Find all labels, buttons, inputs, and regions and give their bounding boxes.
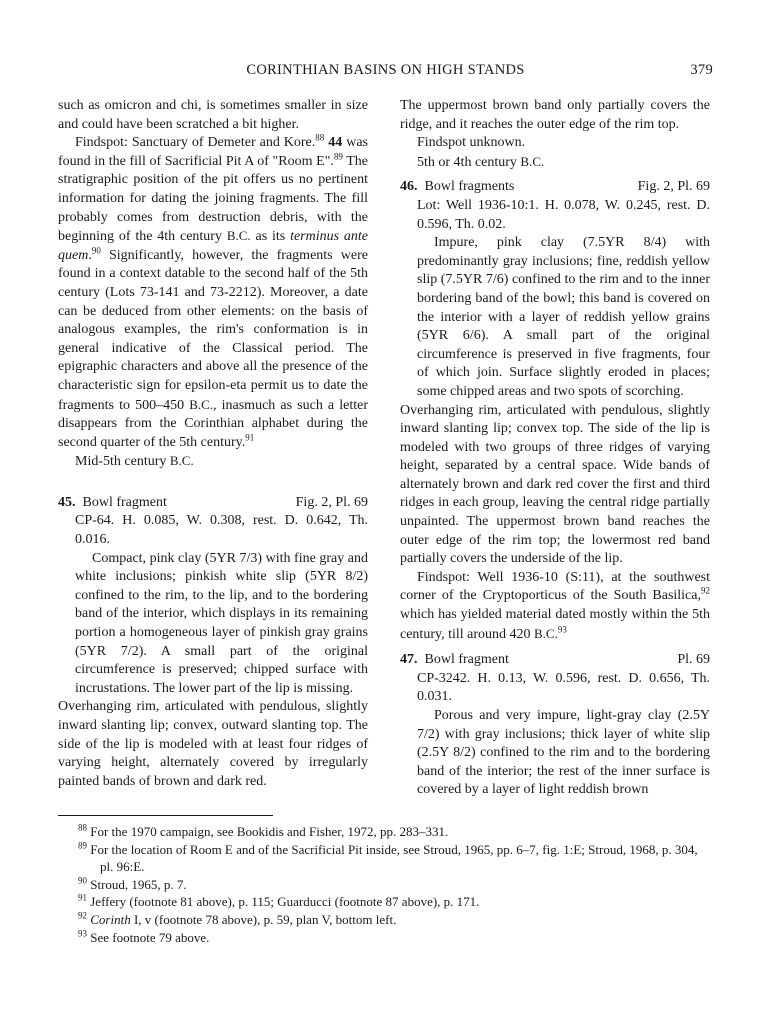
footnote-ref-91[interactable]: 91: [245, 432, 255, 443]
running-title: CORINTHIAN BASINS ON HIGH STANDS: [246, 62, 525, 78]
footnote-text: For the 1970 campaign, see Bookidis and Fisher, 1972, pp. 283–331.: [90, 824, 449, 839]
footnote-text: I, v (footnote 78 above), p. 59, plan V, bottom left.: [130, 911, 397, 927]
entry-46-heading: [400, 178, 710, 197]
entry-45-catalogue: CP-64. H. 0.085, W. 0.308, rest. D. 0.642, Th. 0.016.: [75, 513, 368, 548]
footnote-text: See footnote 79 above.: [90, 929, 210, 945]
footnote-text: For the location of Room E and of the Sacrificial Pit inside, see Stroud, 1965, pp. 6–7, fig. 1:E; Stroud, 1968, p. 304, pl. 96:E.: [90, 841, 698, 875]
footnote-ref-93[interactable]: 93: [557, 623, 567, 634]
findspot-text: Findspot: Well 1936-10 (S:11), at the southwest corner of the Cryptoporticus of the South Basilica,: [400, 569, 710, 604]
footnote-text: Jeffery (footnote 81 above), p. 115; Guarducci (footnote 87 above), p. 171.: [90, 894, 480, 910]
entry-47-heading: [400, 651, 710, 670]
footnote-mark: 89: [78, 840, 87, 851]
findspot-text: which has yielded material dated mostly within the 5th century, till around 420: [400, 607, 710, 642]
date-text: 5th or 4th century: [417, 154, 521, 170]
findspot-text: was found in the fill of Sacrificial Pit A of "Room E".: [58, 135, 368, 169]
era-abbrev: B.C.: [520, 153, 545, 169]
entry-number: 47.: [400, 652, 418, 668]
catalogue-ref-44: 44: [328, 135, 343, 151]
footnote-ref-92[interactable]: 92: [701, 585, 710, 596]
entry-45-title-group: [58, 494, 167, 513]
entry-46-description: Overhanging rim, articulated with pendulous, slightly inward slanting lip; convex top. The side of the lip is modeled with two groups of three ridges of varying height, separated by a central space. Wide bands of alternately brown and dark red cover the first and third ridges in each group, leaving the central ridge partially unpainted. The uppermost brown band reaches the outer edge of the rim top; the lowermost red band partially covers the underside of the lip.: [400, 402, 710, 567]
footnote-mark: 93: [78, 928, 87, 939]
footnote-mark: 92: [78, 910, 87, 921]
entry-number: 45.: [58, 494, 76, 510]
footnote-italic: Corinth: [90, 911, 131, 927]
entry-45-description: Overhanging rim, articulated with pendulous, slightly inward slanting lip; convex, outward slanting top. The side of the lip is modeled with at least four ridges of varying height, alternately covered by irregularly painted bands of brown and dark red.: [58, 699, 368, 789]
footnote-89: [58, 841, 713, 876]
footnote-88: [58, 823, 713, 841]
findspot-text: .: [88, 247, 92, 263]
era-abbrev: B.C.: [534, 625, 558, 641]
entry-45-fabric: Compact, pink clay (5YR 7/3) with fine gray and white inclusions; pinkish white slip (5YR 8/2) confined to the rim, to the lip, and to the bordering band of the interior, which displays in its remaining portion a homogeneous layer of pinkish gray grains (5YR 7/2). A small part of the original circumference is preserved; chipped surface with incrustations. The lower part of the lip is missing.: [75, 550, 368, 696]
findspot-text: Findspot: Sanctuary of Demeter and Kore.: [75, 135, 316, 151]
footnotes: [58, 823, 713, 946]
date-45: [400, 153, 710, 173]
footnote-ref-89[interactable]: 89: [333, 151, 343, 162]
entry-title: Bowl fragment: [424, 652, 509, 668]
footnote-90: [58, 876, 713, 894]
entry-47-title-group: [400, 651, 509, 670]
footnote-92: [58, 911, 713, 929]
footnote-divider: [58, 815, 273, 816]
entry-46-title-group: [400, 178, 514, 197]
date-44: [58, 452, 368, 472]
footnote-mark: 90: [78, 875, 87, 886]
continued-paragraph: such as omicron and chi, is sometimes smaller in size and could have been scratched a bit higher.: [58, 98, 368, 132]
running-header: [58, 62, 713, 84]
entry-refs: Pl. 69: [677, 652, 710, 668]
findspot-text: as its: [250, 229, 291, 245]
entry-title: Bowl fragments: [424, 179, 515, 195]
findspot-text: The stratigraphic position of the pit offers us no pertinent information for dating the joining fragments. The fill probably comes from destruction debris, with the beginning of the 4th century: [58, 153, 368, 245]
entry-47-catalogue: CP-3242. H. 0.13, W. 0.596, rest. D. 0.656, Th. 0.031.: [417, 670, 710, 705]
footnote-91: [58, 893, 713, 911]
page-number: 379: [690, 62, 713, 78]
right-column: [400, 97, 710, 800]
continued-paragraph: The uppermost brown band only partially covers the ridge, and it reaches the outer edge of the rim top.: [400, 98, 710, 132]
footnote-text: Stroud, 1965, p. 7.: [90, 876, 187, 892]
footnote-93: [58, 929, 713, 947]
date-text: Mid-5th century: [75, 454, 170, 470]
era-abbrev: B.C.: [169, 453, 194, 469]
section-gap: [58, 472, 368, 494]
findspot-45: Findspot unknown.: [417, 135, 526, 151]
entry-47-fabric: Porous and very impure, light-gray clay (2.5Y 7/2) with gray inclusions; thick layer of white slip (2.5Y 8/2) confined to the rim and to the bordering band of the interior; the rest of the inner surface is covered by a layer of light reddish brown: [417, 708, 710, 798]
findspot-text: Significantly, however, the fragments were found in a context datable to the second half of the 5th century (Lots 73-141 and 73-2212). Moreover, a date can be deduced from other elements: on the basis of analogous examples, the rim's conformation is in general indicative of the Classical period. The epigraphic characters and above all the presence of the characteristic sign for epsilon-eta permit us to date the fragments to 500–450: [58, 247, 368, 413]
findspot-44-paragraph: [58, 134, 368, 452]
entry-number: 46.: [400, 179, 418, 195]
entry-refs: Fig. 2, Pl. 69: [637, 179, 710, 195]
footnote-ref-88[interactable]: 88: [315, 132, 325, 143]
footnote-mark: 91: [78, 893, 87, 904]
latin-term: terminus ante quem: [58, 229, 369, 263]
era-abbrev: B.C.: [226, 228, 251, 244]
footnote-mark: 88: [78, 822, 87, 833]
left-column: [58, 97, 368, 791]
footnote-ref-90[interactable]: 90: [91, 245, 101, 256]
findspot-text: , inasmuch as such a letter disappears from the Corinthian alphabet during the second quarter of the 5th century.: [58, 397, 369, 450]
entry-46-catalogue: Lot: Well 1936-10:1. H. 0.078, W. 0.245, rest. D. 0.596, Th. 0.02.: [417, 197, 710, 232]
entry-title: Bowl fragment: [82, 494, 167, 510]
entry-46-findspot: [400, 569, 710, 644]
era-abbrev: B.C.: [189, 396, 214, 412]
entry-refs: Fig. 2, Pl. 69: [295, 494, 368, 510]
entry-45-heading: [58, 494, 368, 513]
entry-46-fabric: Impure, pink clay (7.5YR 8/4) with predominantly gray inclusions; fine, reddish yellow slip (7.5YR 7/6) confined to the rim and to the inner bordering band of the bowl; this band is covered on the interior with a layer of reddish yellow grains (5YR 6/6). A small part of the original circumference is preserved in five fragments, four of which join. Surface slightly eroded in places; some chipped areas and two spots of scorching.: [417, 235, 710, 399]
